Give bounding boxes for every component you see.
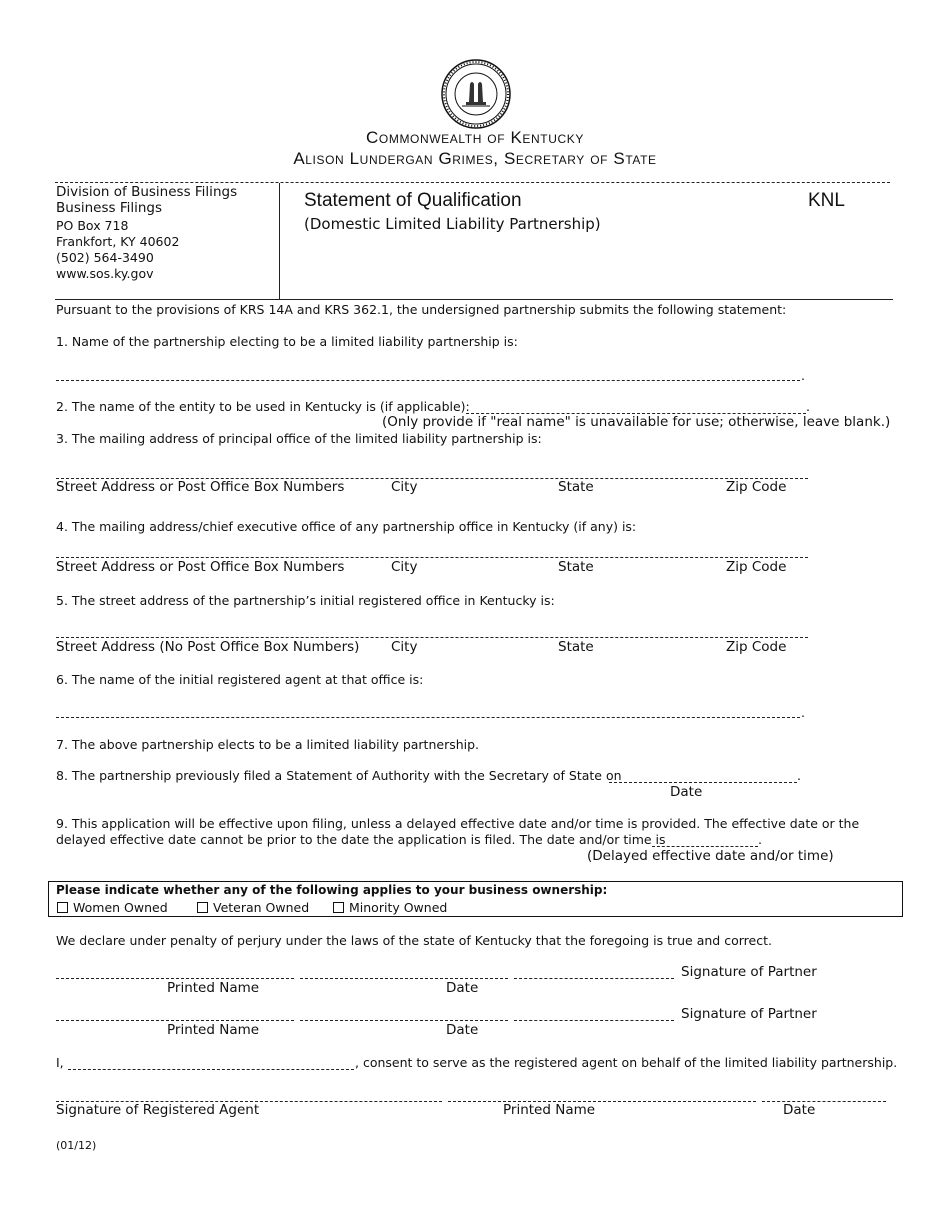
form-revision: (01/12) — [56, 1139, 97, 1152]
veteran-owned-label: Veteran Owned — [213, 900, 310, 915]
partnership-name-field[interactable] — [56, 380, 800, 381]
women-owned-label: Women Owned — [73, 900, 168, 915]
top-divider — [55, 182, 890, 183]
statement-of-authority-date-field[interactable] — [609, 782, 797, 783]
minority-owned-label: Minority Owned — [349, 900, 448, 915]
checkbox-icon[interactable] — [197, 902, 208, 913]
consent-prefix: I, — [56, 1055, 64, 1070]
address-label-zip: Zip Code — [726, 639, 787, 655]
registered-agent-name-field[interactable] — [56, 717, 800, 718]
checkbox-icon[interactable] — [57, 902, 68, 913]
header-secretary: Alison Lundergan Grimes, Secretary of State — [293, 149, 657, 168]
item-9-line-1: 9. This application will be effective upon filing, unless a delayed effective date and/or time is provided. The effective date or the — [56, 816, 860, 831]
effective-date-field[interactable] — [652, 846, 758, 847]
period: . — [806, 399, 810, 414]
partner-signature-field-2[interactable] — [514, 1020, 674, 1021]
registered-agent-signature-label: Signature of Registered Agent — [56, 1102, 260, 1118]
women-owned-option[interactable] — [57, 900, 168, 915]
partner-signature-field-1[interactable] — [514, 978, 674, 979]
declaration-text: We declare under penalty of perjury under the laws of the state of Kentucky that the foregoing is true and correct. — [56, 933, 772, 948]
agent-printed-name-label: Printed Name — [503, 1102, 596, 1118]
item-9-line-2: delayed effective date cannot be prior to the date the application is filed. The date and/or time is — [56, 832, 666, 847]
office-city: Frankfort, KY 40602 — [56, 234, 180, 249]
printed-name-label-1: Printed Name — [167, 980, 260, 996]
office-business-filings: Business Filings — [56, 200, 163, 216]
signature-of-partner-label-1: Signature of Partner — [681, 964, 817, 980]
minority-owned-option[interactable] — [333, 900, 447, 915]
item-1-label: 1. Name of the partnership electing to be a limited liability partnership is: — [56, 334, 518, 349]
signature-of-partner-label-2: Signature of Partner — [681, 1006, 817, 1022]
item-8-date-label: Date — [670, 784, 703, 800]
ownership-heading: Please indicate whether any of the following applies to your business ownership: — [56, 883, 608, 897]
address-label-zip: Zip Code — [726, 559, 787, 575]
consent-suffix: , consent to serve as the registered agent on behalf of the limited liability partnership. — [355, 1055, 898, 1070]
office-division: Division of Business Filings — [56, 184, 238, 200]
consent-agent-name-field[interactable] — [68, 1069, 354, 1070]
item-3-label: 3. The mailing address of principal office of the limited liability partnership is: — [56, 431, 542, 446]
intro-text: Pursuant to the provisions of KRS 14A and KRS 362.1, the undersigned partnership submits the following statement: — [56, 302, 787, 317]
address-label-zip: Zip Code — [726, 479, 787, 495]
address-label-street: Street Address or Post Office Box Numbers — [56, 479, 345, 495]
kentucky-seal-logo — [440, 58, 512, 130]
header-vertical-divider — [279, 183, 280, 299]
item-9-date-label: (Delayed effective date and/or time) — [587, 848, 834, 864]
date-field-2[interactable] — [300, 1020, 508, 1021]
checkbox-icon[interactable] — [333, 902, 344, 913]
agent-date-label: Date — [783, 1102, 816, 1118]
kentucky-office-address-field[interactable] — [56, 557, 808, 558]
item-7-label: 7. The above partnership elects to be a limited liability partnership. — [56, 737, 480, 752]
office-po-box: PO Box 718 — [56, 218, 129, 233]
address-label-state: State — [558, 639, 594, 655]
address-label-state: State — [558, 559, 594, 575]
item-6-label: 6. The name of the initial registered agent at that office is: — [56, 672, 424, 687]
veteran-owned-option[interactable] — [197, 900, 309, 915]
agent-date-field[interactable] — [762, 1101, 886, 1102]
address-label-street-no-po: Street Address (No Post Office Box Numbers) — [56, 639, 360, 655]
printed-name-field-1[interactable] — [56, 978, 294, 979]
address-label-street: Street Address or Post Office Box Numbers — [56, 559, 345, 575]
period: . — [797, 768, 801, 783]
item-5-label: 5. The street address of the partnership’s initial registered office in Kentucky is: — [56, 593, 555, 608]
item-4-label: 4. The mailing address/chief executive office of any partnership office in Kentucky (if any) is: — [56, 519, 637, 534]
printed-name-field-2[interactable] — [56, 1020, 294, 1021]
item-2-label: 2. The name of the entity to be used in Kentucky is (if applicable): — [56, 399, 470, 414]
form-subtitle: (Domestic Limited Liability Partnership) — [304, 215, 601, 233]
header-commonwealth: Commonwealth of Kentucky — [366, 128, 584, 147]
address-label-state: State — [558, 479, 594, 495]
date-field-1[interactable] — [300, 978, 508, 979]
period: . — [801, 368, 805, 383]
form-title: Statement of Qualification — [304, 190, 522, 211]
ownership-box — [48, 881, 903, 917]
agent-printed-name-field[interactable] — [448, 1101, 756, 1102]
office-phone: (502) 564-3490 — [56, 250, 154, 265]
item-2-note: (Only provide if "real name" is unavailable for use; otherwise, leave blank.) — [382, 414, 891, 430]
address-label-city: City — [391, 559, 418, 575]
printed-name-label-2: Printed Name — [167, 1022, 260, 1038]
period: . — [758, 832, 762, 847]
office-website: www.sos.ky.gov — [56, 266, 154, 281]
registered-office-address-field[interactable] — [56, 637, 808, 638]
date-label-2: Date — [446, 1022, 479, 1038]
date-label-1: Date — [446, 980, 479, 996]
header-bottom-divider — [55, 299, 893, 300]
address-label-city: City — [391, 639, 418, 655]
address-label-city: City — [391, 479, 418, 495]
item-8-label: 8. The partnership previously filed a Statement of Authority with the Secretary of State on — [56, 768, 622, 783]
period: . — [801, 705, 805, 720]
form-code: KNL — [808, 190, 845, 211]
